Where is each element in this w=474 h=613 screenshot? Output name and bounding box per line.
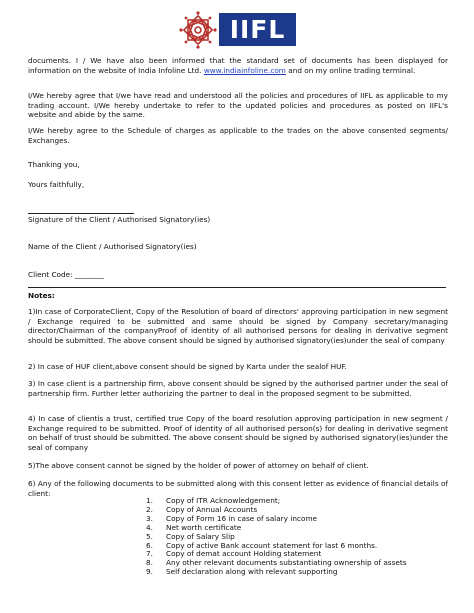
name-label-text: Name of the Client / Authorised Signatory(ies) <box>28 242 197 251</box>
paragraph-website-info <box>28 56 448 75</box>
notes-heading-text: Notes: <box>28 291 55 300</box>
paragraph-text: I/We hereby agree that I/we have read and understood all the policies and procedures of IIFL as applicable to my trading account. I/We hereby undertake to refer to the updated policies and procedures as posted on IIFL's website and abide by the same. <box>28 91 448 120</box>
list-text: Self declaration along with relevant supporting <box>166 567 338 577</box>
paragraph-text: documents. I / We have also been informed that the standard set of documents has been displayed for information on the website of India Infoline Ltd. <box>28 56 448 75</box>
thanks-text: Thanking you, <box>28 160 80 169</box>
note-text: 3) In case client is a partnership firm, above consent should be signed by the authorised partner under the seal of partnership firm. Further letter authorizing the partner to deal in the proposed segment to be submitted. <box>28 379 448 398</box>
note-2 <box>28 362 448 372</box>
notes-divider <box>28 287 446 288</box>
client-code-text: Client Code: ________ <box>28 270 105 279</box>
list-number: 7. <box>146 549 153 559</box>
list-item <box>146 568 407 577</box>
note-text: 6) Any of the following documents to be submitted along with this consent letter as evidence of financial details of client: <box>28 479 448 498</box>
list-number: 1. <box>146 496 153 505</box>
notes-heading <box>28 291 448 301</box>
paragraph-policies <box>28 91 448 120</box>
signature-label <box>28 215 448 225</box>
iifl-logo <box>178 10 298 52</box>
paragraph-text: and on my online trading terminal. <box>285 65 416 75</box>
list-text: Net worth certificate <box>166 522 242 532</box>
client-code <box>28 270 448 280</box>
list-number: 6. <box>146 540 153 550</box>
list-text: Copy of demat account Holding statement <box>166 549 322 559</box>
list-number: 3. <box>146 513 153 523</box>
logo-wordmark: IIFL <box>219 13 296 46</box>
website-link[interactable]: www.indiainfoline.com <box>203 65 286 75</box>
list-text: Copy of Form 16 in case of salary income <box>166 513 318 523</box>
closing-thanks <box>28 160 448 170</box>
note-text: 4) In case of clientis a trust, certified true Copy of the board resolution approving participation in new segment / Exchange required to be submitted. Proof of identity of all authorised person(s) for dealing in derivative segment on behalf of trust should be submitted. The above consent should be signed by authorised signatory(ies)under the seal of company <box>28 414 448 452</box>
paragraph-text: I/We hereby agree to the Schedule of charges as applicable to the trades on the above consented segments/ Exchanges. <box>28 126 448 145</box>
list-number: 2. <box>146 504 153 514</box>
list-text: Copy of Annual Accounts <box>166 504 258 514</box>
list-number: 4. <box>146 522 153 532</box>
signature-label-text: Signature of the Client / Authorised Signatory(ies) <box>28 215 211 224</box>
signature-line <box>28 213 134 214</box>
note-text: 5)The above consent cannot be signed by the holder of power of attorney on behalf of client. <box>28 461 369 470</box>
documents-list <box>146 497 407 577</box>
note-1 <box>28 307 448 345</box>
list-text: Copy of Salary Slip <box>166 531 235 541</box>
name-label <box>28 242 448 252</box>
iifl-star-icon <box>178 10 218 50</box>
yours-text: Yours faithfully, <box>28 180 85 189</box>
list-text: Copy of active Bank account statement for last 6 months. <box>166 540 378 550</box>
list-text: Any other relevant documents substantiating ownership of assets <box>166 558 407 568</box>
note-text: 1)In case of CorporateClient, Copy of the Resolution of board of directors' approving participation in new segment / Exchange required to be submitted and same should be signed by Company secretary/managing director/Chairman of the companyProof of identity of all authorised persons for dealing in derivative segment should be submitted. The above consent should be signed by authorised signatory(ies)under the seal of company <box>28 307 448 345</box>
list-number: 8. <box>146 558 153 568</box>
note-5 <box>28 461 448 471</box>
note-4 <box>28 414 448 452</box>
list-number: 9. <box>146 567 153 577</box>
list-text: Copy of ITR Acknowledgement; <box>166 496 281 505</box>
note-text: 2) In case of HUF client,above consent should be signed by Karta under the sealof HUF. <box>28 362 347 371</box>
note-3 <box>28 379 448 398</box>
paragraph-charges <box>28 126 448 145</box>
closing-yours <box>28 180 448 190</box>
list-number: 5. <box>146 531 153 541</box>
